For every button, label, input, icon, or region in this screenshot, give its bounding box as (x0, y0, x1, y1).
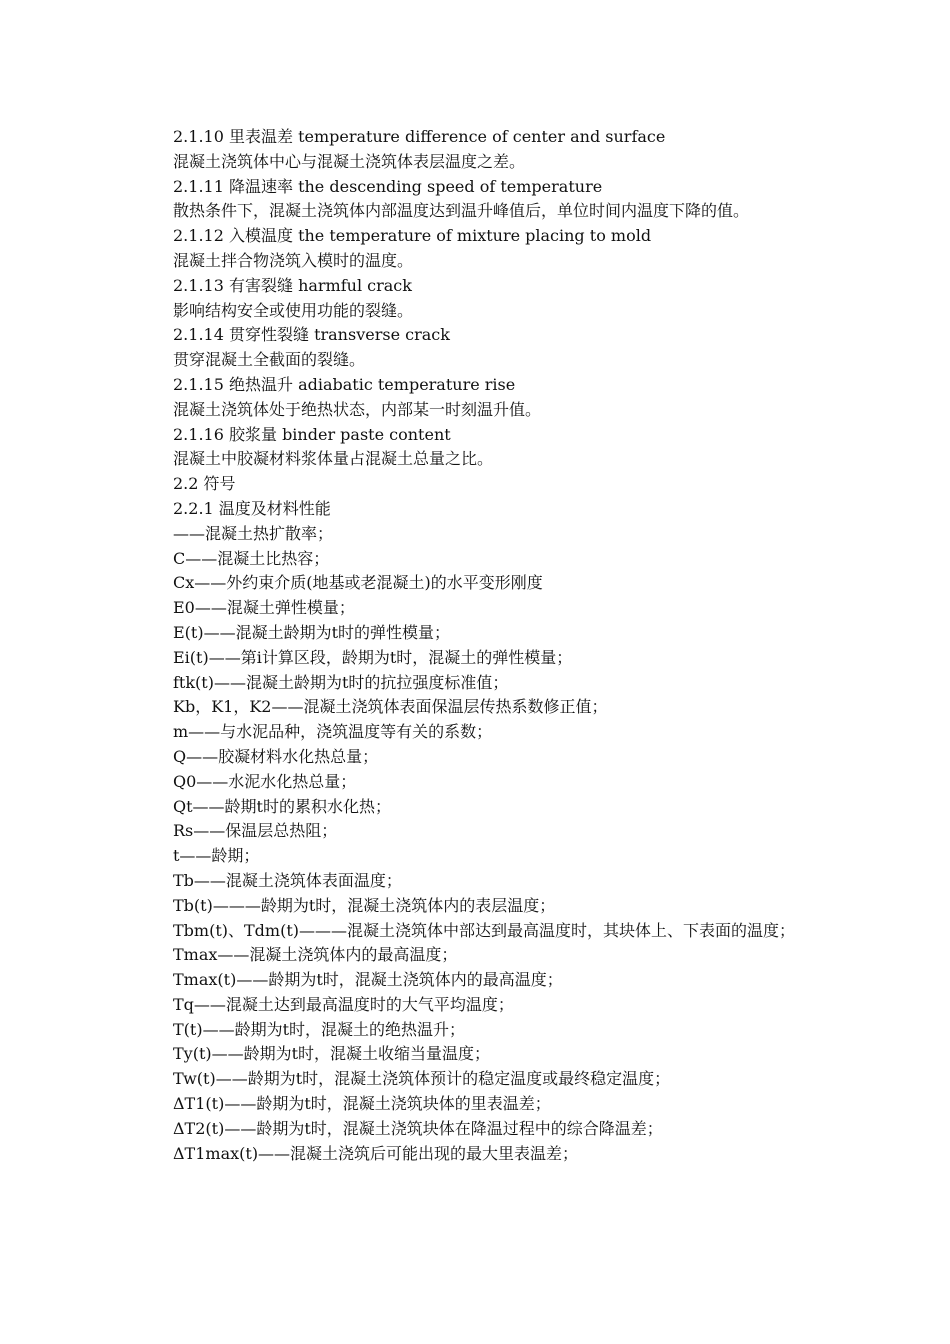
term-definition: 混凝土浇筑体中心与混凝土浇筑体表层温度之差。 (173, 151, 526, 171)
term-definition: 散热条件下，混凝土浇筑体内部温度达到温升峰值后，单位时间内温度下降的值。 (173, 201, 750, 221)
symbol-definition: C——混凝土比热容； (173, 548, 330, 568)
symbol-definition: Cx——外约束介质(地基或老混凝土)的水平变形刚度 (173, 573, 543, 593)
term-heading-2-1-15: 2.1.15 绝热温升 adiabatic temperature rise (173, 374, 516, 394)
symbol-definition: Q0——水泥水化热总量； (173, 771, 357, 791)
symbol-definition: Tmax(t)——龄期为t时，混凝土浇筑体内的最高温度； (173, 970, 563, 990)
symbol-definition: Tb——混凝土浇筑体表面温度； (173, 870, 402, 890)
symbol-definition: ftk(t)——混凝土龄期为t时的抗拉强度标准值； (173, 672, 509, 692)
symbol-definition: Rs——保温层总热阻； (173, 821, 338, 841)
symbol-definition: Tq——混凝土达到最高温度时的大气平均温度； (173, 994, 514, 1014)
symbol-definition: Ty(t)——龄期为t时，混凝土收缩当量温度； (173, 1044, 491, 1064)
term-definition: 混凝土中胶凝材料浆体量占混凝土总量之比。 (173, 449, 494, 469)
symbol-definition: E0——混凝土弹性模量； (173, 598, 355, 618)
term-definition: 混凝土拌合物浇筑入模时的温度。 (173, 250, 414, 270)
symbol-definition: ΔT2(t)——龄期为t时，混凝土浇筑块体在降温过程中的综合降温差； (173, 1118, 663, 1138)
section-heading-2-2: 2.2 符号 (173, 474, 236, 494)
term-heading-2-1-12: 2.1.12 入模温度 the temperature of mixture placing to mold (173, 226, 652, 246)
symbol-definition: E(t)——混凝土龄期为t时的弹性模量； (173, 622, 451, 642)
term-definition: 混凝土浇筑体处于绝热状态，内部某一时刻温升值。 (173, 399, 542, 419)
symbol-definition: ΔT1max(t)——混凝土浇筑后可能出现的最大里表温差； (173, 1143, 579, 1163)
subsection-heading-2-2-1: 2.2.1 温度及材料性能 (173, 498, 331, 518)
symbol-definition: Tb(t)———龄期为t时，混凝土浇筑体内的表层温度； (173, 895, 556, 915)
term-heading-2-1-13: 2.1.13 有害裂缝 harmful crack (173, 275, 412, 295)
symbol-definition: m——与水泥品种，浇筑温度等有关的系数； (173, 722, 493, 742)
symbol-definition: Q——胶凝材料水化热总量； (173, 746, 379, 766)
symbol-definition: Tw(t)——龄期为t时，混凝土浇筑体预计的稳定温度或最终稳定温度； (173, 1069, 671, 1089)
document-body (145, 125, 810, 1166)
symbol-definition: ——混凝土热扩散率； (173, 523, 334, 543)
symbol-definition: t——龄期； (173, 846, 260, 866)
symbol-definition: Kb，K1，K2——混凝土浇筑体表面保温层传热系数修正值； (173, 697, 608, 717)
symbol-definition: T(t)——龄期为t时，混凝土的绝热温升； (173, 1019, 466, 1039)
term-definition: 影响结构安全或使用功能的裂缝。 (173, 300, 414, 320)
term-definition: 贯穿混凝土全截面的裂缝。 (173, 350, 366, 370)
symbol-definition: ΔT1(t)——龄期为t时，混凝土浇筑块体的里表温差； (173, 1094, 551, 1114)
symbol-definition: Tbm(t)、Tdm(t)———混凝土浇筑体中部达到最高温度时，其块体上、下表面的温度； (173, 920, 796, 940)
symbol-definition: Tmax——混凝土浇筑体内的最高温度； (173, 945, 458, 965)
term-heading-2-1-16: 2.1.16 胶浆量 binder paste content (173, 424, 451, 444)
term-heading-2-1-11: 2.1.11 降温速率 the descending speed of temperature (173, 176, 603, 196)
term-heading-2-1-14: 2.1.14 贯穿性裂缝 transverse crack (173, 325, 450, 345)
symbol-definition: Ei(t)——第i计算区段，龄期为t时，混凝土的弹性模量； (173, 647, 573, 667)
symbol-definition: Qt——龄期t时的累积水化热； (173, 796, 391, 816)
term-heading-2-1-10: 2.1.10 里表温差 temperature difference of center and surface (173, 127, 666, 146)
